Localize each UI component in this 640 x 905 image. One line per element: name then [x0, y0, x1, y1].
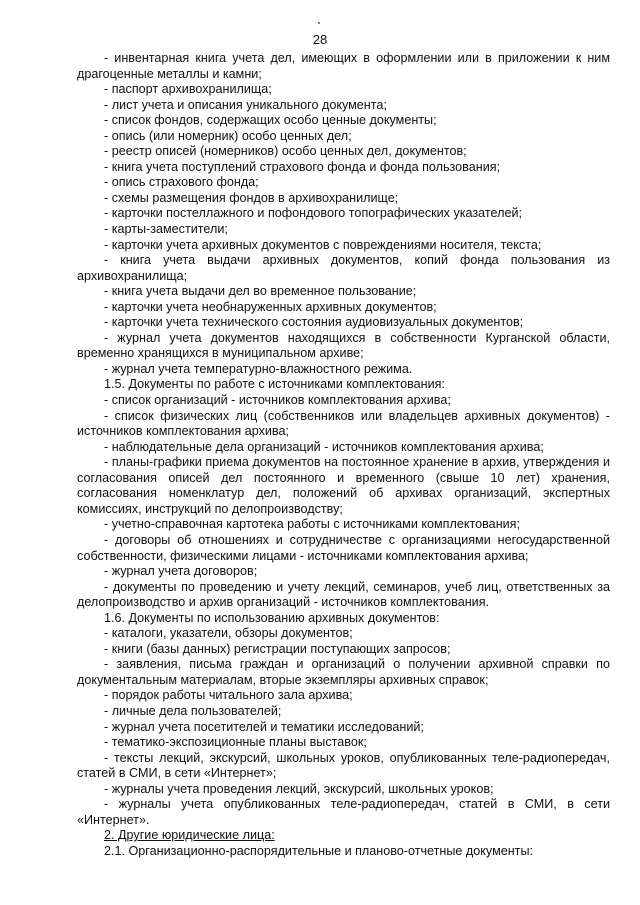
section-heading: 1.5. Документы по работе с источниками комплектования: — [104, 377, 445, 392]
list-item: - тематико-экспозиционные планы выставок; — [104, 735, 367, 750]
list-item: - книга учета поступлений страхового фонда и фонда пользования; — [104, 159, 501, 174]
list-item: - реестр описей (номерников) особо ценных дел, документов; — [104, 144, 467, 159]
underlined-heading-text: 2. Другие юридические лица: — [104, 828, 275, 843]
list-item: - список физических лиц (собственников или владельцев архивных документов) - источников комплектования архива; — [77, 408, 610, 439]
list-item: - паспорт архивохранилища; — [104, 82, 272, 97]
list-item: - журнал учета температурно-влажностного режима. — [104, 361, 413, 376]
list-item: - карточки учета необнаруженных архивных документов; — [104, 299, 437, 314]
list-item: - схемы размещения фондов в архивохранилище; — [104, 190, 399, 205]
list-item: - опись страхового фонда; — [104, 175, 259, 190]
list-item: - договоры об отношениях и сотрудничестве с организациями негосударственной собственности, физическими лицами - источниками комплектования архива; — [77, 532, 610, 563]
list-item: - карточки постеллажного и пофондового топографических указателей; — [104, 206, 523, 221]
list-item: - журнал учета посетителей и тематики исследований; — [104, 719, 424, 734]
list-item: - журнал учета договоров; — [104, 564, 258, 579]
list-item: - наблюдательные дела организаций - источников комплектования архива; — [104, 439, 544, 454]
list-item: - документы по проведению и учету лекций, семинаров, учеб лиц, ответственных за делопроизводство и архив организаций - источников комплектования. — [77, 579, 610, 610]
list-item: - заявления, письма граждан и организаций о получении архивной справки по документальным материалам, вторые экземпляры архивных справок; — [77, 657, 610, 687]
list-item: - личные дела пользователей; — [104, 703, 282, 718]
list-item: - планы-графики приема документов на постоянное хранение в архив, утверждения и согласования описей дел постоянного и временного (свыше 10 лет) хранения, согласования номенклатур дел, положений об архивах организаций, экспертных комиссиях, инструкций по делопроизводству; — [77, 455, 610, 516]
section-heading: 2.1. Организационно-распорядительные и планово-отчетные документы: — [104, 843, 534, 858]
list-item: - инвентарная книга учета дел, имеющих в оформлении или в приложении к ним драгоценные металлы и камни; — [77, 51, 610, 81]
list-item: - журналы учета опубликованных теле-радиопередач, статей в СМИ, в сети «Интернет». — [77, 797, 610, 827]
list-item: - учетно-справочная картотека работы с источниками комплектования; — [104, 517, 520, 532]
page-number: 28 — [312, 32, 328, 47]
section-heading — [77, 828, 610, 844]
list-item: - карточки учета архивных документов с повреждениями носителя, текста; — [104, 237, 542, 252]
list-item: - список организаций - источников комплектования архива; — [104, 393, 451, 408]
list-item: - журналы учета проведения лекций, экскурсий, школьных уроков; — [104, 781, 494, 796]
list-item: - книга учета выдачи дел во временное пользование; — [104, 284, 417, 299]
list-item: - лист учета и описания уникального документа; — [104, 97, 387, 112]
scan-speck — [318, 22, 320, 24]
document-body — [77, 51, 610, 859]
list-item: - тексты лекций, экскурсий, школьных уроков, опубликованных теле-радиопередач, статей в СМИ, в сети «Интернет»; — [77, 750, 610, 781]
list-item: - книги (базы данных) регистрации поступающих запросов; — [104, 641, 451, 656]
list-item: - карточки учета технического состояния аудиовизуальных документов; — [104, 315, 524, 330]
list-item: - список фондов, содержащих особо ценные документы; — [104, 113, 437, 128]
list-item: - порядок работы читального зала архива; — [104, 688, 353, 703]
list-item: - опись (или номерник) особо ценных дел; — [104, 128, 352, 143]
list-item: - карты-заместители; — [104, 222, 228, 237]
list-item: - журнал учета документов находящихся в собственности Курганской области, временно хранящихся в муниципальном архиве; — [77, 330, 610, 361]
section-heading: 1.6. Документы по использованию архивных документов: — [104, 610, 440, 625]
list-item: - каталоги, указатели, обзоры документов; — [104, 626, 353, 641]
list-item: - книга учета выдачи архивных документов, копий фонда пользования из архивохранилища; — [77, 253, 610, 283]
